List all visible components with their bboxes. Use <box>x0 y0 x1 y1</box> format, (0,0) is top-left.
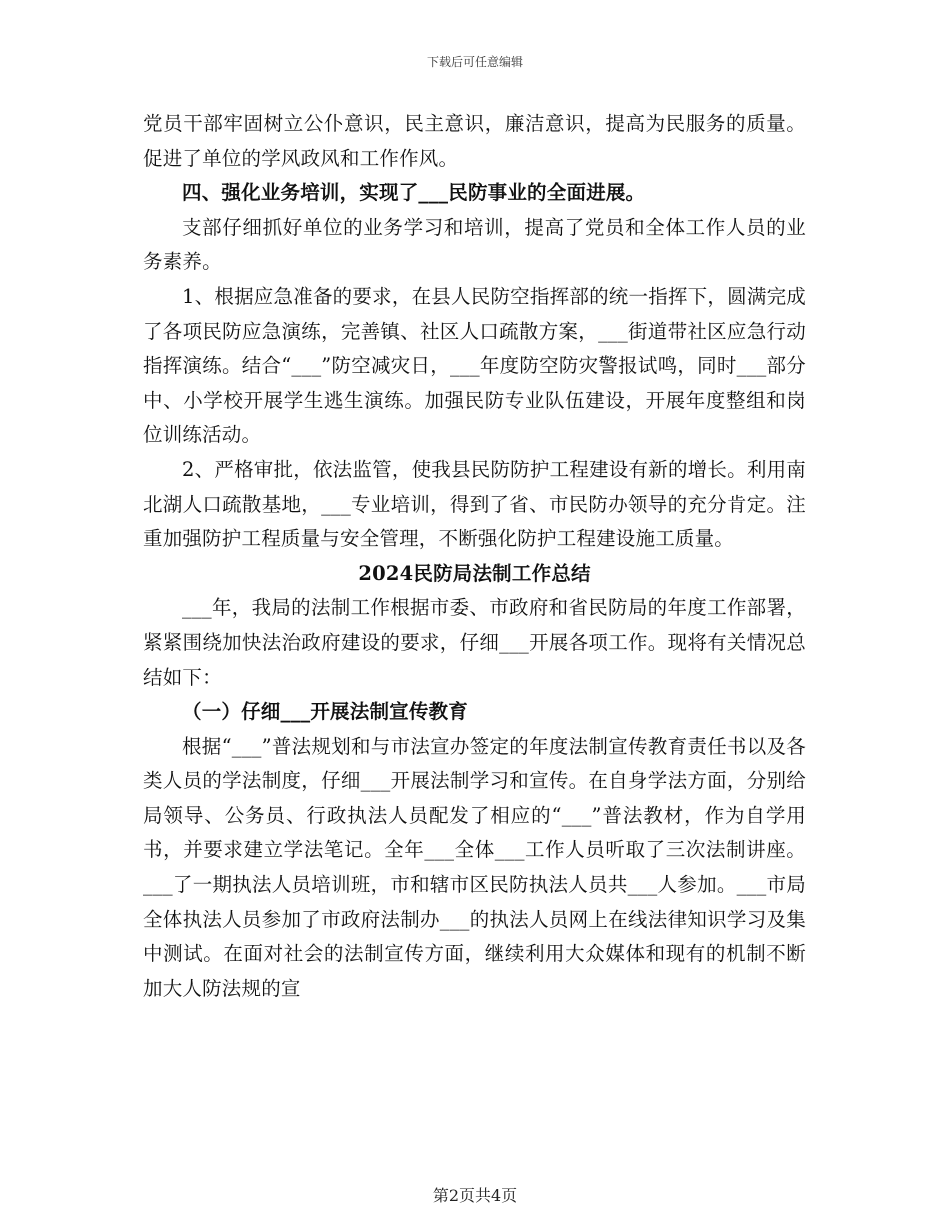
subsection-heading-1: （一）仔细___开展法制宣传教育 <box>182 700 468 724</box>
page-header-note: 下载后可任意编辑 <box>426 55 523 69</box>
paragraph: ___年，我局的法制工作根据市委、市政府和省民防局的年度工作部署，紧紧围绕加快法治政府建设的要求，仔细___开展各项工作。现将有关情况总结如下： <box>143 596 806 689</box>
paragraph: 根据“___”普法规划和与市法宣办签定的年度法制宣传教育责任书以及各类人员的学法制度，仔细___开展法制学习和宣传。在自身学法方面，分别给局领导、公务员、行政执法人员配发了相应的“___”普法教材，作为自学用书，并要求建立学法笔记。全年___全体___工作人员听取了三次法制讲座。___了一期执法人员培训班，市和辖市区民防执法人员共___人参加。___市局全体执法人员参加了市政府法制办___的执法人员网上在线法律知识学习及集中测试。在面对社会的法制宣传方面，继续利用大众媒体和现有的机制不断加大人防法规的宣 <box>143 734 806 1000</box>
paragraph: 2、严格审批，依法监管，使我县民防防护工程建设有新的增长。利用南北湖人口疏散基地，___专业培训，得到了省、市民防办领导的充分肯定。注重加强防护工程质量与安全管理，不断强化防护工程建设施工质量。 <box>143 457 806 551</box>
document-body <box>143 107 806 1006</box>
paragraph: 支部仔细抓好单位的业务学习和培训，提高了党员和全体工作人员的业务素养。 <box>143 215 806 274</box>
section-heading-4: 四、强化业务培训，实现了___民防事业的全面进展。 <box>182 181 646 205</box>
paragraph-continuation: 党员干部牢固树立公仆意识，民主意识，廉洁意识，提高为民服务的质量。促进了单位的学风政风和工作作风。 <box>143 112 806 170</box>
document-title: 2024民防局法制工作总结 <box>358 561 591 585</box>
paragraph: 1、根据应急准备的要求，在县人民防空指挥部的统一指挥下，圆满完成了各项民防应急演练，完善镇、社区人口疏散方案，___街道带社区应急行动指挥演练。结合“___”防空减灾日，___年度防空防灾警报试鸣，同时___部分中、小学校开展学生逃生演练。加强民防专业队伍建设，开展年度整组和岗位训练活动。 <box>143 284 806 447</box>
page-number: 第2页共4页 <box>432 1186 518 1205</box>
